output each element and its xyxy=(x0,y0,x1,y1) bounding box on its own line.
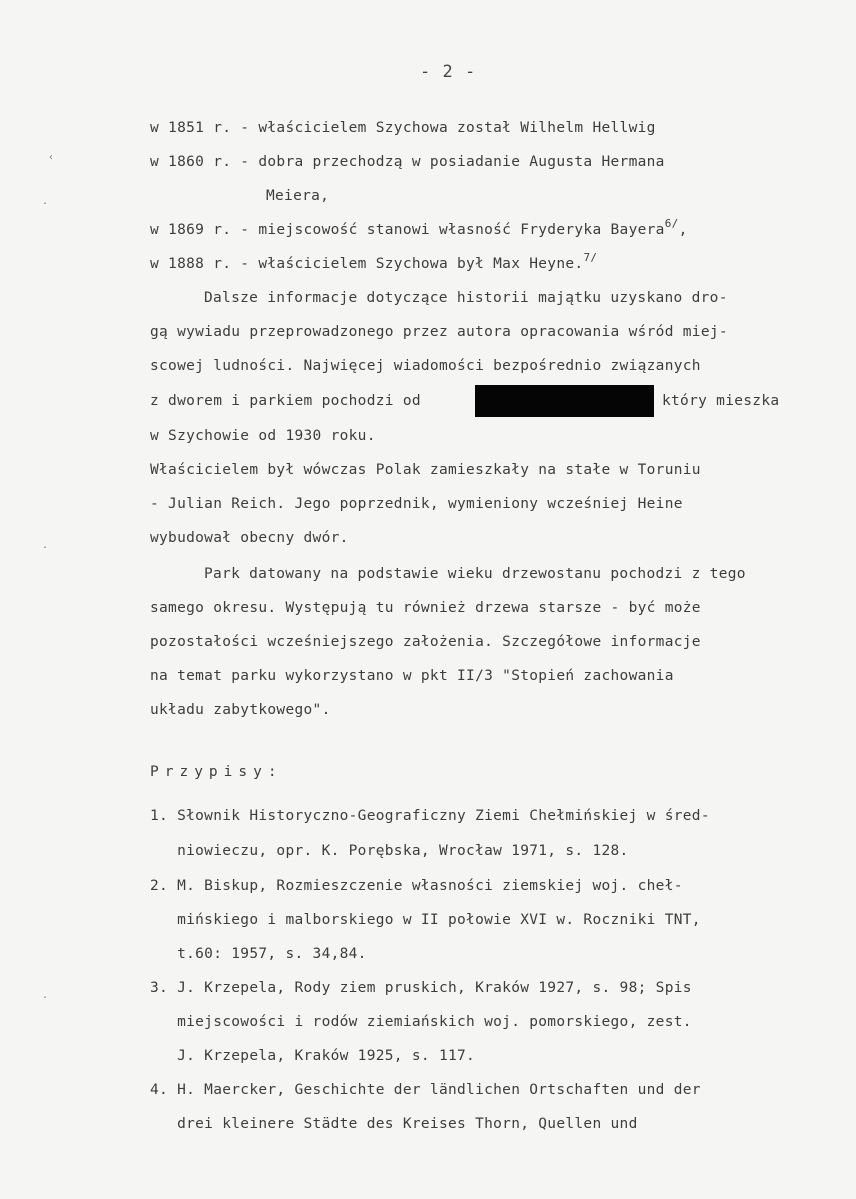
footnote-line: mińskiego i malborskiego w II połowie XVI w. Roczniki TNT, xyxy=(150,912,701,928)
body-line: - Julian Reich. Jego poprzednik, wymieniony wcześniej Heine xyxy=(150,496,683,512)
body-line: w 1869 r. - miejscowość stanowi własność Fryderyka Bayera$^{6/}$, xyxy=(150,217,688,238)
body-line: gą wywiadu przeprowadzonego przez autora opracowania wśród miej- xyxy=(150,324,728,340)
footnotes-heading: Przypisy: xyxy=(150,764,283,780)
body-line: w 1888 r. - właścicielem Szychowa był Max Heyne.$^{7/}$ xyxy=(150,251,598,272)
footnote-ref: 7/ xyxy=(583,251,598,264)
footnote-line: 2. M. Biskup, Rozmieszczenie własności ziemskiej woj. cheł- xyxy=(150,878,683,894)
footnote-ref: 6/ xyxy=(664,217,679,230)
body-line: Dalsze informacje dotyczące historii majątku uzyskano dro- xyxy=(204,290,728,306)
footnote-line: niowieczu, opr. K. Porębska, Wrocław 1971, s. 128. xyxy=(150,843,629,859)
body-line: na temat parku wykorzystano w pkt II/3 "Stopień zachowania xyxy=(150,668,674,684)
footnote-line: 3. J. Krzepela, Rody ziem pruskich, Kraków 1927, s. 98; Spis xyxy=(150,980,692,996)
body-line: który mieszka xyxy=(662,393,780,409)
body-line: w Szychowie od 1930 roku. xyxy=(150,428,376,444)
redaction-block xyxy=(475,385,654,417)
margin-mark: ‹ xyxy=(48,152,55,163)
body-line: w 1851 r. - właścicielem Szychowa został Wilhelm Hellwig xyxy=(150,120,656,136)
margin-mark: . xyxy=(42,990,49,1001)
page-number: - 2 - xyxy=(420,62,477,82)
body-line: Właścicielem był wówczas Polak zamieszkały na stałe w Toruniu xyxy=(150,462,701,478)
body-line: Meiera, xyxy=(266,188,330,204)
body-line: układu zabytkowego". xyxy=(150,702,331,718)
footnote-line: 1. Słownik Historyczno-Geograficzny Ziemi Chełmińskiej w śred- xyxy=(150,808,710,824)
body-line: w 1860 r. - dobra przechodzą w posiadanie Augusta Hermana xyxy=(150,154,665,170)
footnote-line: drei kleinere Städte des Kreises Thorn, Quellen und xyxy=(150,1116,638,1132)
body-line: samego okresu. Występują tu również drzewa starsze - być może xyxy=(150,600,701,616)
footnote-line: 4. H. Maercker, Geschichte der ländlichen Ortschaften und der xyxy=(150,1082,701,1098)
margin-mark: . xyxy=(42,540,49,551)
footnote-line: J. Krzepela, Kraków 1925, s. 117. xyxy=(150,1048,476,1064)
body-line: Park datowany na podstawie wieku drzewostanu pochodzi z tego xyxy=(204,566,746,582)
body-line: z dworem i parkiem pochodzi od xyxy=(150,393,421,409)
margin-mark: . xyxy=(42,196,49,207)
footnote-line: t.60: 1957, s. 34,84. xyxy=(150,946,367,962)
body-line: pozostałości wcześniejszego założenia. Szczegółowe informacje xyxy=(150,634,701,650)
body-line: wybudował obecny dwór. xyxy=(150,530,349,546)
body-line: scowej ludności. Najwięcej wiadomości bezpośrednio związanych xyxy=(150,358,701,374)
footnote-line: miejscowości i rodów ziemiańskich woj. pomorskiego, zest. xyxy=(150,1014,692,1030)
